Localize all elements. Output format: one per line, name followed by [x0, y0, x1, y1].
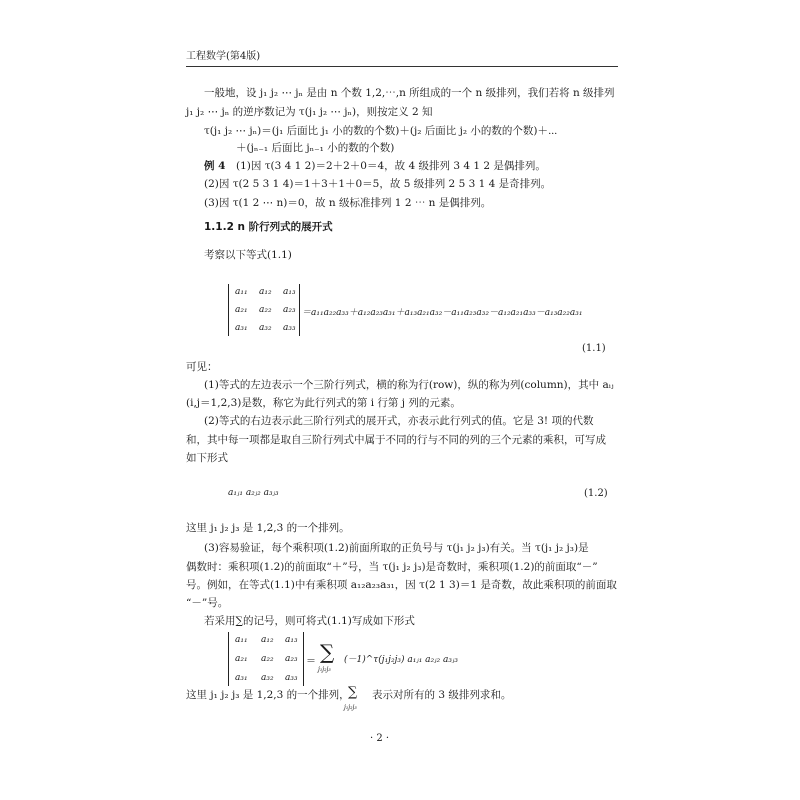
summation-term: (－1)^τ(j₁j₂j₃) a₁ⱼ₁ a₂ⱼ₂ a₃ⱼ₃ — [344, 655, 458, 665]
product-term: a₁ⱼ₁ a₂ⱼ₂ a₃ⱼ₃ — [228, 488, 279, 498]
det-cell: a₃₁ — [235, 673, 248, 683]
equation-number: (1.1) — [582, 343, 606, 354]
det-cell: a₃₂ — [259, 323, 272, 333]
paragraph-line: 一般地，设 j₁ j₂ ⋯ jₙ 是由 n 个数 1,2,⋯,n 所组成的一个 n 级排列，我们若将 n 级排列 — [204, 87, 615, 99]
paragraph-line: (1)等式的左边表示一个三阶行列式，横的称为行(row)，纵的称为列(column)，其中 aᵢⱼ — [204, 379, 614, 391]
paragraph-line: j₁ j₂ ⋯ jₙ 的逆序数记为 τ(j₁ j₂ ⋯ jₙ)，则按定义 2 知 — [186, 106, 433, 118]
paragraph-line: (2)等式的右边表示此三阶行列式的展开式，亦表示此行列式的值。它是 3! 项的代数 — [204, 415, 594, 427]
paragraph-line: “－”号。 — [186, 597, 229, 609]
det-cell: a₂₃ — [285, 654, 298, 664]
paragraph-line: 可见： — [186, 361, 218, 373]
header-rule — [186, 66, 618, 67]
example-label: 例 4 — [204, 160, 226, 172]
det-cell: a₁₂ — [259, 287, 272, 297]
summation-subscript: j₁j₂j₃ — [344, 704, 357, 711]
det-cell: a₂₂ — [261, 654, 274, 664]
paragraph-line: 号。例如，在等式(1.1)中有乘积项 a₁₂a₂₃a₃₁，因 τ(2 1 3)＝1 是奇数，故此乘积项的前面取 — [186, 579, 617, 591]
formula-line: ＋(jₙ₋₁ 后面比 jₙ₋₁ 小的数的个数) — [236, 142, 395, 154]
summation-subscript: j₁j₂j₃ — [318, 666, 331, 673]
paragraph-line: 若采用∑的记号，则可将式(1.1)写成如下形式 — [204, 615, 415, 627]
det-cell: a₂₁ — [235, 305, 248, 315]
expansion-rhs: ＝a₁₁a₂₂a₃₃＋a₁₂a₂₃a₃₁＋a₁₃a₂₁a₃₂－a₁₁a₂₃a₃₂－a₁₂a₂₁a₃₃－a₁₃a₂₂a₃₁ — [302, 308, 583, 318]
det-cell: a₃₁ — [235, 323, 248, 333]
paragraph-line: 如下形式 — [186, 452, 228, 464]
determinant-1 — [228, 284, 300, 336]
paragraph-line: (i,j＝1,2,3)是数，称它为此行列式的第 i 行第 j 列的元素。 — [186, 397, 461, 409]
det-cell: a₂₁ — [235, 654, 248, 664]
page-number: · 2 · — [370, 733, 390, 744]
equation-number: (1.2) — [584, 488, 608, 499]
det-cell: a₃₃ — [283, 323, 296, 333]
paragraph-line: 偶数时：乘积项(1.2)的前面取“＋”号，当 τ(j₁ j₂ j₃)是奇数时，乘积项(1.2)的前面取“－” — [186, 561, 598, 573]
summation-symbol: ∑ — [348, 685, 358, 700]
det-cell: a₁₃ — [283, 287, 296, 297]
paragraph-line: 考察以下等式(1.1) — [204, 249, 292, 261]
equals-sign: ＝ — [306, 656, 316, 667]
det-cell: a₃₃ — [285, 673, 298, 683]
det-cell: a₁₂ — [261, 635, 274, 645]
paragraph-line: 这里 j₁ j₂ j₃ 是 1,2,3 的一个排列。 — [186, 522, 350, 534]
det-cell: a₂₂ — [259, 305, 272, 315]
example-line: (3)因 τ(1 2 ⋯ n)＝0，故 n 级标准排列 1 2 ⋯ n 是偶排列。 — [204, 197, 492, 209]
paragraph-line: (3)容易验证，每个乘积项(1.2)前面所取的正负号与 τ(j₁ j₂ j₃)有关。当 τ(j₁ j₂ j₃)是 — [204, 542, 589, 554]
example-line: (2)因 τ(2 5 3 1 4)＝1＋3＋1＋0＝5，故 5 级排列 2 5 3 1 4 是奇排列。 — [204, 178, 552, 190]
det-cell: a₁₃ — [285, 635, 298, 645]
summation-symbol: ∑ — [320, 640, 335, 664]
example-line: (1)因 τ(3 4 1 2)＝2＋2＋0＝4，故 4 级排列 3 4 1 2 是偶排列。 — [236, 160, 546, 172]
det-cell: a₃₂ — [261, 673, 274, 683]
running-header: 工程数学(第4版) — [186, 51, 261, 62]
paragraph-line: 表示对所有的 3 级排列求和。 — [372, 689, 512, 701]
determinant-2 — [228, 632, 304, 686]
section-heading: 1.1.2 n 阶行列式的展开式 — [204, 221, 333, 233]
paragraph-line: 这里 j₁ j₂ j₃ 是 1,2,3 的一个排列， — [186, 689, 350, 701]
det-cell: a₁₁ — [235, 287, 248, 297]
paragraph-line: 和，其中每一项都是取自三阶行列式中属于不同的行与不同的列的三个元素的乘积，可写成 — [186, 434, 606, 446]
det-cell: a₁₁ — [235, 635, 248, 645]
det-cell: a₂₃ — [283, 305, 296, 315]
formula-line: τ(j₁ j₂ ⋯ jₙ)＝(j₁ 后面比 j₁ 小的数的个数)＋(j₂ 后面比 j₂ 小的数的个数)＋⋯ — [204, 125, 558, 137]
